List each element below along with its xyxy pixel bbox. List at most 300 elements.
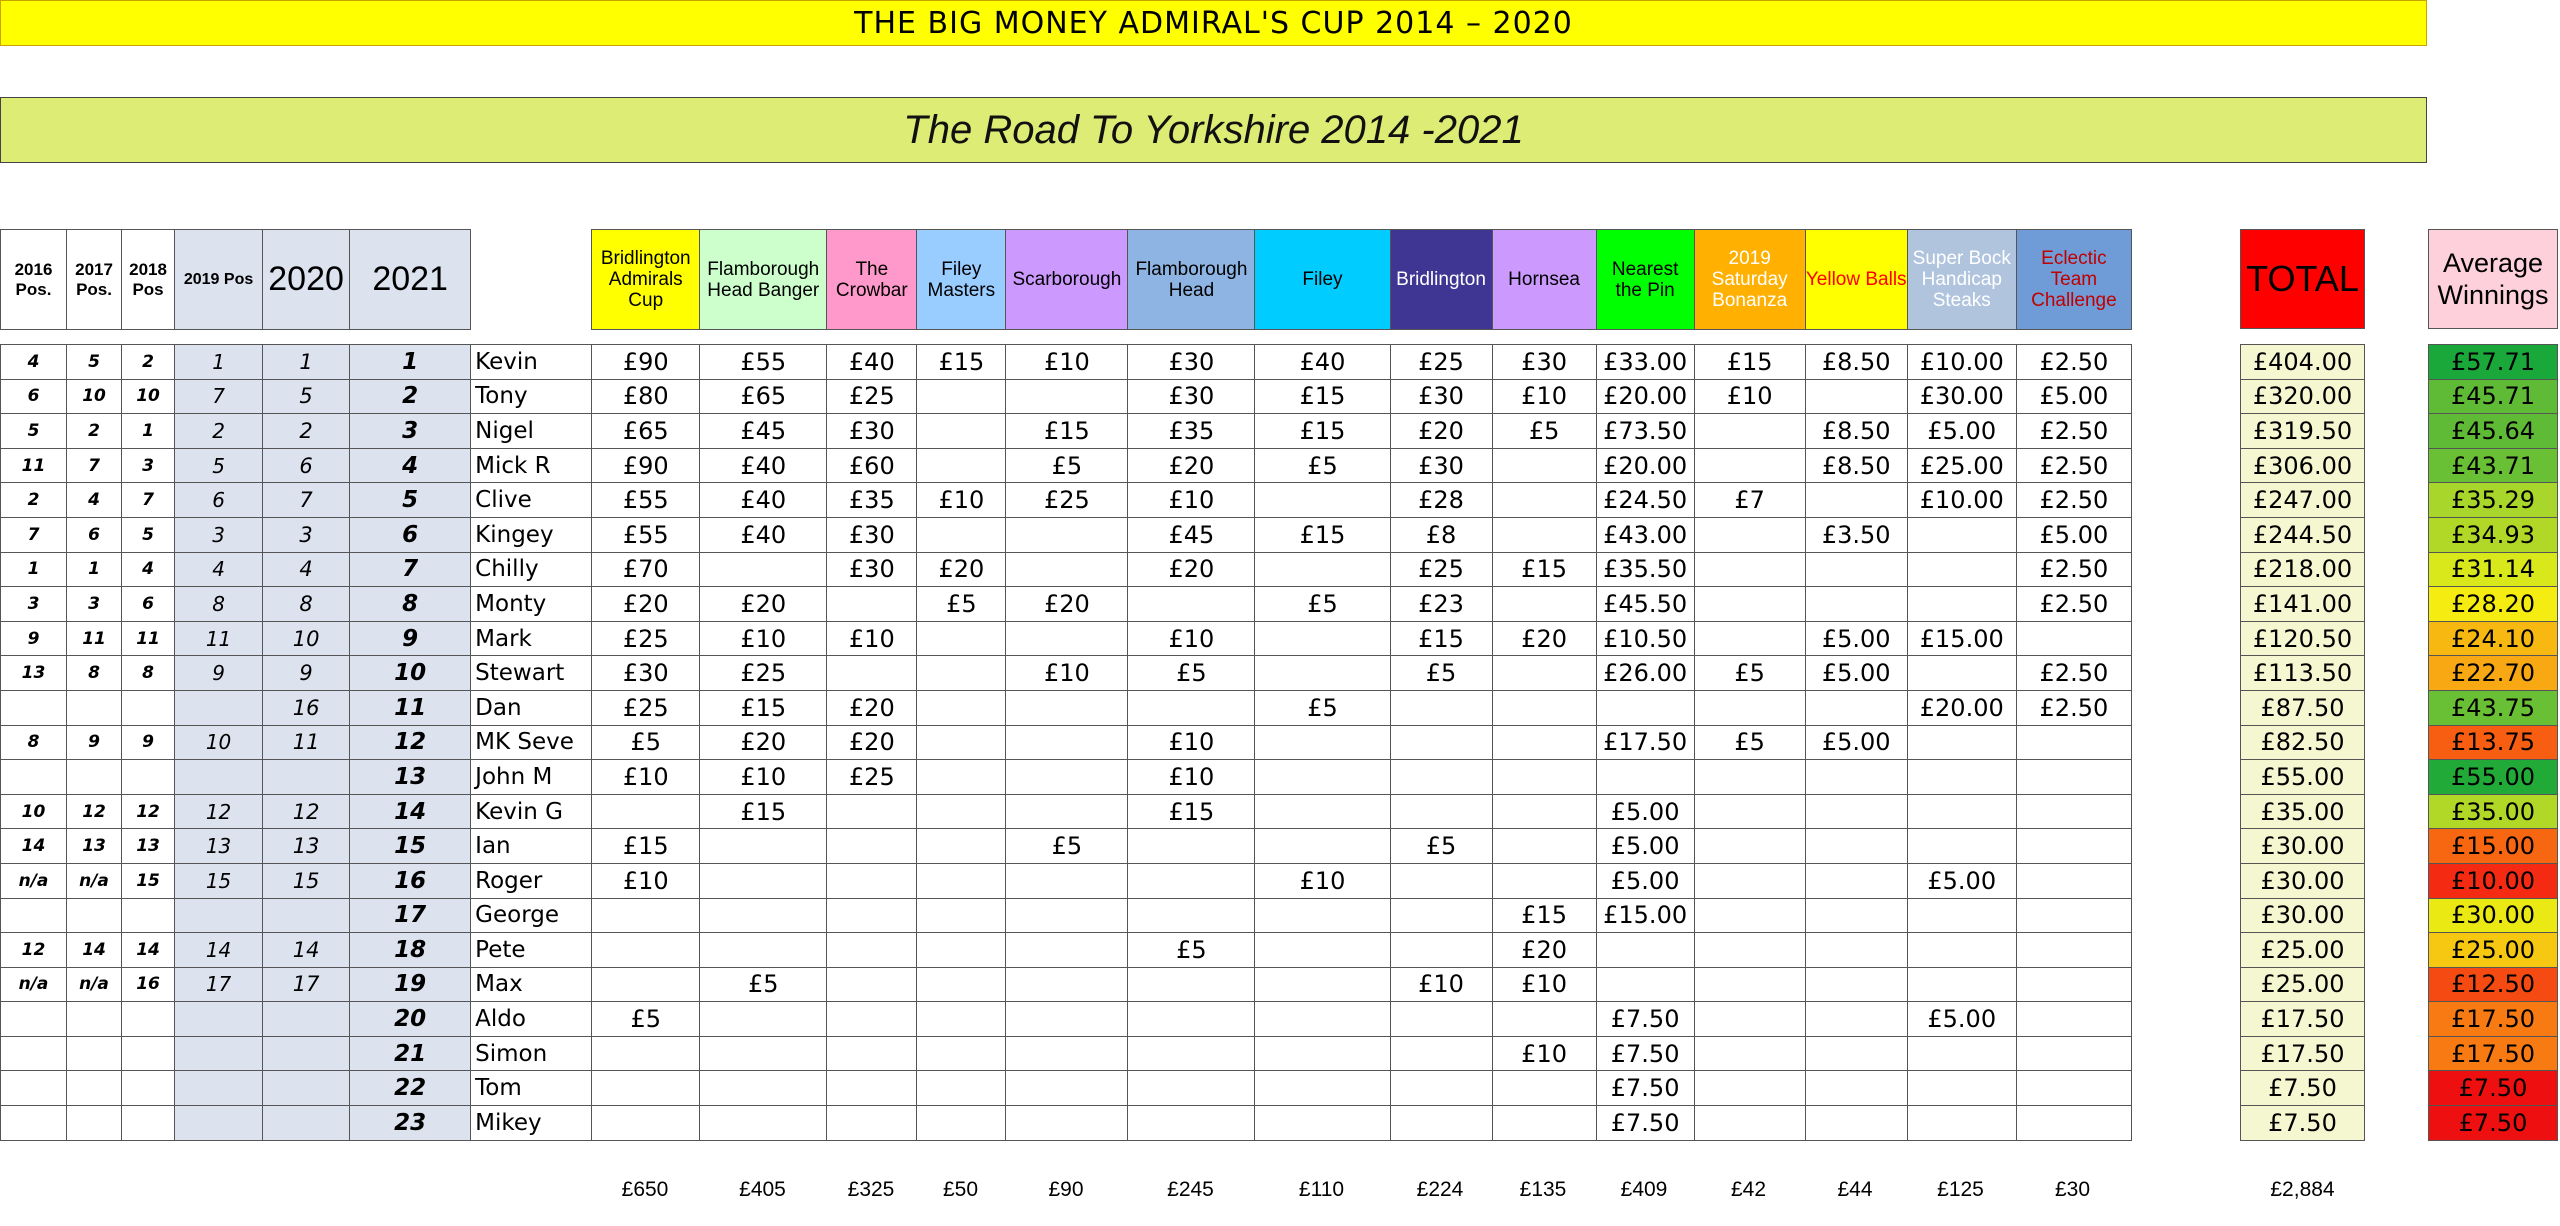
pos-2018-cell	[122, 690, 175, 725]
winnings-cell: £55	[592, 517, 700, 552]
winnings-cell: £2.50	[2016, 656, 2131, 691]
pos-2021-cell: 10	[350, 656, 471, 691]
pos-2017-cell	[67, 898, 122, 933]
player-name: Dan	[471, 690, 592, 725]
table-row	[1, 898, 2132, 933]
winnings-cell: £15	[1694, 345, 1805, 380]
pos-2018-cell: 14	[122, 933, 175, 968]
average-column	[2428, 344, 2558, 1141]
average-row	[2429, 483, 2558, 518]
winnings-cell	[1694, 448, 1805, 483]
winnings-cell	[1694, 1106, 1805, 1141]
winnings-cell	[1694, 933, 1805, 968]
pos-2020-cell: 1	[263, 345, 350, 380]
winnings-cell	[917, 690, 1006, 725]
winnings-cell	[1492, 1071, 1596, 1106]
average-row	[2429, 967, 2558, 1002]
pos-2018-cell: 16	[122, 967, 175, 1002]
winnings-cell	[1596, 760, 1694, 795]
header-2018-pos: 2018 Pos	[122, 230, 175, 330]
winnings-cell: £30	[1390, 379, 1492, 414]
pos-2017-cell	[67, 1106, 122, 1141]
average-row	[2429, 933, 2558, 968]
winnings-cell: £5.00	[2016, 379, 2131, 414]
player-name: Clive	[471, 483, 592, 518]
player-name: Mark	[471, 621, 592, 656]
winnings-cell	[917, 1002, 1006, 1037]
event-header: Bridlington	[1390, 230, 1492, 330]
winnings-cell	[1694, 1071, 1805, 1106]
total-row	[2241, 898, 2365, 933]
winnings-cell	[1006, 1036, 1128, 1071]
winnings-cell	[1907, 725, 2016, 760]
winnings-cell: £25	[1390, 345, 1492, 380]
winnings-cell	[1390, 690, 1492, 725]
winnings-cell: £8.50	[1805, 345, 1907, 380]
winnings-cell	[917, 621, 1006, 656]
average-cell: £57.71	[2429, 345, 2558, 380]
table-row	[1, 448, 2132, 483]
pos-2021-cell: 17	[350, 898, 471, 933]
winnings-cell: £20.00	[1596, 448, 1694, 483]
pos-2017-cell: n/a	[67, 967, 122, 1002]
winnings-cell: £2.50	[2016, 552, 2131, 587]
pos-2017-cell	[67, 1036, 122, 1071]
winnings-cell: £7.50	[1596, 1071, 1694, 1106]
winnings-cell: £23	[1390, 587, 1492, 622]
pos-2019-cell: 3	[175, 517, 263, 552]
total-row	[2241, 587, 2365, 622]
winnings-cell: £10	[1128, 621, 1255, 656]
winnings-cell	[1390, 1071, 1492, 1106]
table-row	[1, 483, 2132, 518]
winnings-cell: £20	[827, 690, 917, 725]
average-row	[2429, 829, 2558, 864]
pos-2021-cell: 14	[350, 794, 471, 829]
pos-2016-cell: 3	[1, 587, 67, 622]
pos-2020-cell: 15	[263, 863, 350, 898]
winnings-cell	[1006, 1106, 1128, 1141]
winnings-cell: £30	[827, 414, 917, 449]
table-row	[1, 863, 2132, 898]
average-row	[2429, 1106, 2558, 1141]
pos-2016-cell: 10	[1, 794, 67, 829]
pos-2020-cell	[263, 1002, 350, 1037]
total-row	[2241, 656, 2365, 691]
average-cell: £55.00	[2429, 760, 2558, 795]
winnings-cell	[700, 829, 827, 864]
pos-2021-cell: 23	[350, 1106, 471, 1141]
pos-2019-cell	[175, 1071, 263, 1106]
pos-2020-cell: 7	[263, 483, 350, 518]
winnings-cell	[917, 829, 1006, 864]
winnings-cell	[1805, 898, 1907, 933]
pos-2018-cell: 5	[122, 517, 175, 552]
winnings-cell: £10	[1255, 863, 1390, 898]
winnings-cell: £20	[1128, 552, 1255, 587]
winnings-cell: £65	[592, 414, 700, 449]
winnings-cell: £10.00	[1907, 345, 2016, 380]
winnings-cell: £40	[700, 448, 827, 483]
winnings-cell: £30.00	[1907, 379, 2016, 414]
winnings-cell	[1255, 656, 1390, 691]
winnings-cell: £30	[1492, 345, 1596, 380]
main-title: THE BIG MONEY ADMIRAL'S CUP 2014 – 2020	[0, 0, 2427, 46]
total-cell: £30.00	[2241, 898, 2365, 933]
player-name: Nigel	[471, 414, 592, 449]
subtitle: The Road To Yorkshire 2014 -2021	[0, 97, 2427, 163]
pos-2017-cell: n/a	[67, 863, 122, 898]
pos-2016-cell	[1, 690, 67, 725]
pos-2019-cell: 17	[175, 967, 263, 1002]
total-header: TOTAL	[2240, 229, 2365, 329]
pos-2016-cell: 4	[1, 345, 67, 380]
winnings-cell	[1694, 517, 1805, 552]
winnings-cell: £70	[592, 552, 700, 587]
winnings-cell	[1907, 1106, 2016, 1141]
average-row	[2429, 1071, 2558, 1106]
total-cell: £319.50	[2241, 414, 2365, 449]
winnings-cell: £3.50	[1805, 517, 1907, 552]
average-cell: £15.00	[2429, 829, 2558, 864]
player-name: Tom	[471, 1071, 592, 1106]
pos-2018-cell	[122, 1002, 175, 1037]
event-total: £650	[621, 1178, 669, 1201]
winnings-cell	[827, 1106, 917, 1141]
pos-2016-cell: 1	[1, 552, 67, 587]
winnings-cell: £45	[700, 414, 827, 449]
pos-2021-cell: 2	[350, 379, 471, 414]
winnings-cell	[1255, 725, 1390, 760]
event-total: £405	[739, 1178, 786, 1201]
total-row	[2241, 1002, 2365, 1037]
event-header: Filey Masters	[917, 230, 1006, 330]
winnings-cell	[1492, 829, 1596, 864]
average-row	[2429, 345, 2558, 380]
winnings-cell	[1694, 690, 1805, 725]
event-total: £30	[2054, 1178, 2091, 1201]
winnings-cell	[1805, 829, 1907, 864]
winnings-cell: £15.00	[1596, 898, 1694, 933]
winnings-cell	[1006, 690, 1128, 725]
winnings-cell	[1006, 379, 1128, 414]
standings-table	[0, 344, 2132, 1141]
pos-2016-cell: 8	[1, 725, 67, 760]
average-cell: £24.10	[2429, 621, 2558, 656]
pos-2018-cell: 4	[122, 552, 175, 587]
winnings-cell: £2.50	[2016, 448, 2131, 483]
total-cell: £120.50	[2241, 621, 2365, 656]
pos-2020-cell: 11	[263, 725, 350, 760]
total-cell: £306.00	[2241, 448, 2365, 483]
winnings-cell	[1694, 552, 1805, 587]
winnings-cell: £5	[1390, 829, 1492, 864]
winnings-cell	[827, 1036, 917, 1071]
winnings-cell: £10	[1006, 656, 1128, 691]
winnings-cell	[917, 656, 1006, 691]
average-cell: £43.75	[2429, 690, 2558, 725]
winnings-cell: £35	[1128, 414, 1255, 449]
pos-2020-cell: 4	[263, 552, 350, 587]
pos-2020-cell: 10	[263, 621, 350, 656]
winnings-cell	[1128, 967, 1255, 1002]
winnings-cell	[2016, 1002, 2131, 1037]
winnings-cell	[1492, 1106, 1596, 1141]
winnings-cell	[827, 933, 917, 968]
event-header: Eclectic Team Challenge	[2016, 230, 2131, 330]
event-total: £409	[1620, 1178, 1668, 1201]
winnings-cell: £20.00	[1907, 690, 2016, 725]
average-row	[2429, 414, 2558, 449]
winnings-cell	[1805, 1002, 1907, 1037]
winnings-cell	[1805, 552, 1907, 587]
winnings-cell: £5	[1694, 656, 1805, 691]
event-header: Yellow Balls	[1805, 230, 1907, 330]
winnings-cell: £10	[1694, 379, 1805, 414]
winnings-cell	[1390, 725, 1492, 760]
pos-2016-cell	[1, 1106, 67, 1141]
total-row	[2241, 1036, 2365, 1071]
winnings-cell	[1596, 933, 1694, 968]
total-row	[2241, 379, 2365, 414]
winnings-cell: £10	[1492, 1036, 1596, 1071]
winnings-cell: £2.50	[2016, 483, 2131, 518]
winnings-cell	[1492, 760, 1596, 795]
header-2019-pos: 2019 Pos	[175, 230, 263, 330]
pos-2020-cell: 17	[263, 967, 350, 1002]
average-row	[2429, 690, 2558, 725]
event-total: £44	[1837, 1178, 1873, 1201]
average-header: Average Winnings	[2428, 229, 2558, 329]
winnings-cell	[1805, 967, 1907, 1002]
pos-2018-cell: 8	[122, 656, 175, 691]
winnings-cell	[592, 794, 700, 829]
winnings-cell	[1492, 1002, 1596, 1037]
winnings-cell	[1907, 656, 2016, 691]
pos-2018-cell: 11	[122, 621, 175, 656]
winnings-cell: £10.00	[1907, 483, 2016, 518]
winnings-cell: £30	[827, 517, 917, 552]
total-row	[2241, 1106, 2365, 1141]
header-2016-pos: 2016 Pos.	[1, 230, 67, 330]
winnings-cell: £5.00	[1805, 725, 1907, 760]
pos-2019-cell: 11	[175, 621, 263, 656]
total-row	[2241, 414, 2365, 449]
pos-2020-cell	[263, 898, 350, 933]
player-name: Mick R	[471, 448, 592, 483]
winnings-cell: £5.00	[2016, 517, 2131, 552]
pos-2019-cell: 9	[175, 656, 263, 691]
winnings-cell	[1006, 898, 1128, 933]
pos-2020-cell: 6	[263, 448, 350, 483]
winnings-cell	[1255, 760, 1390, 795]
header-name-blank	[471, 230, 592, 330]
pos-2016-cell: 12	[1, 933, 67, 968]
winnings-cell	[1805, 760, 1907, 795]
winnings-cell	[1694, 760, 1805, 795]
winnings-cell: £15	[700, 794, 827, 829]
winnings-cell	[827, 794, 917, 829]
pos-2018-cell	[122, 1071, 175, 1106]
winnings-cell	[1255, 621, 1390, 656]
pos-2017-cell: 12	[67, 794, 122, 829]
winnings-cell: £5.00	[1805, 621, 1907, 656]
pos-2016-cell	[1, 898, 67, 933]
winnings-cell: £5.00	[1907, 1002, 2016, 1037]
winnings-cell	[1492, 483, 1596, 518]
table-row	[1, 933, 2132, 968]
winnings-cell	[1255, 898, 1390, 933]
winnings-cell	[917, 794, 1006, 829]
table-row	[1, 760, 2132, 795]
pos-2021-cell: 18	[350, 933, 471, 968]
winnings-cell: £10	[1492, 967, 1596, 1002]
winnings-cell	[2016, 794, 2131, 829]
total-cell: £141.00	[2241, 587, 2365, 622]
winnings-cell	[1128, 1071, 1255, 1106]
average-cell: £7.50	[2429, 1106, 2558, 1141]
total-cell: £320.00	[2241, 379, 2365, 414]
pos-2016-cell: 11	[1, 448, 67, 483]
winnings-cell: £10	[1390, 967, 1492, 1002]
pos-2019-cell: 8	[175, 587, 263, 622]
total-row	[2241, 967, 2365, 1002]
winnings-cell	[827, 1071, 917, 1106]
winnings-cell	[917, 414, 1006, 449]
winnings-cell	[1596, 967, 1694, 1002]
winnings-cell: £5	[1128, 656, 1255, 691]
pos-2016-cell: 9	[1, 621, 67, 656]
total-row	[2241, 448, 2365, 483]
winnings-cell	[1128, 863, 1255, 898]
winnings-cell	[1492, 656, 1596, 691]
pos-2018-cell: 2	[122, 345, 175, 380]
average-cell: £34.93	[2429, 517, 2558, 552]
winnings-cell: £55	[592, 483, 700, 518]
average-row	[2429, 794, 2558, 829]
average-cell: £45.64	[2429, 414, 2558, 449]
pos-2016-cell: 7	[1, 517, 67, 552]
winnings-cell: £90	[592, 448, 700, 483]
winnings-cell: £8.50	[1805, 414, 1907, 449]
winnings-cell: £55	[700, 345, 827, 380]
average-row	[2429, 656, 2558, 691]
event-header: Bridlington Admirals Cup	[592, 230, 700, 330]
winnings-cell	[1006, 552, 1128, 587]
table-row	[1, 725, 2132, 760]
winnings-cell	[1805, 933, 1907, 968]
total-cell: £244.50	[2241, 517, 2365, 552]
winnings-cell	[592, 1036, 700, 1071]
winnings-cell: £30	[1128, 345, 1255, 380]
winnings-cell	[2016, 933, 2131, 968]
winnings-cell: £20	[917, 552, 1006, 587]
winnings-cell: £10	[1492, 379, 1596, 414]
winnings-cell	[700, 863, 827, 898]
winnings-cell	[1128, 1106, 1255, 1141]
winnings-cell: £7.50	[1596, 1002, 1694, 1037]
player-name: Chilly	[471, 552, 592, 587]
winnings-cell: £5	[1255, 690, 1390, 725]
winnings-cell: £28	[1390, 483, 1492, 518]
total-cell: £218.00	[2241, 552, 2365, 587]
winnings-cell: £40	[1255, 345, 1390, 380]
pos-2020-cell: 14	[263, 933, 350, 968]
header-2021: 2021	[350, 230, 471, 330]
winnings-cell	[917, 898, 1006, 933]
winnings-cell	[1128, 690, 1255, 725]
winnings-cell	[1694, 794, 1805, 829]
winnings-cell	[1694, 414, 1805, 449]
pos-2016-cell: 6	[1, 379, 67, 414]
pos-2017-cell: 5	[67, 345, 122, 380]
average-row	[2429, 587, 2558, 622]
event-header: Scarborough	[1006, 230, 1128, 330]
winnings-cell	[1390, 1002, 1492, 1037]
player-name: Ian	[471, 829, 592, 864]
table-row	[1, 587, 2132, 622]
total-row	[2241, 829, 2365, 864]
pos-2018-cell	[122, 1106, 175, 1141]
event-header: Super Bock Handicap Steaks	[1907, 230, 2016, 330]
winnings-cell: £35	[827, 483, 917, 518]
winnings-cell: £20.00	[1596, 379, 1694, 414]
average-cell: £17.50	[2429, 1002, 2558, 1037]
pos-2018-cell: 3	[122, 448, 175, 483]
pos-2016-cell: 14	[1, 829, 67, 864]
winnings-cell	[1907, 1036, 2016, 1071]
table-row	[1, 552, 2132, 587]
pos-2018-cell: 7	[122, 483, 175, 518]
pos-2019-cell: 4	[175, 552, 263, 587]
table-row	[1, 1071, 2132, 1106]
winnings-cell	[1805, 1071, 1907, 1106]
winnings-cell	[1128, 898, 1255, 933]
event-header: Hornsea	[1492, 230, 1596, 330]
winnings-cell	[1492, 863, 1596, 898]
pos-2019-cell: 12	[175, 794, 263, 829]
winnings-cell	[827, 829, 917, 864]
player-name: MK Seve	[471, 725, 592, 760]
winnings-cell: £35.50	[1596, 552, 1694, 587]
winnings-cell	[2016, 725, 2131, 760]
winnings-cell: £5	[1390, 656, 1492, 691]
total-cell: £17.50	[2241, 1002, 2365, 1037]
pos-2016-cell: n/a	[1, 863, 67, 898]
table-row	[1, 414, 2132, 449]
winnings-cell: £8	[1390, 517, 1492, 552]
player-name: Max	[471, 967, 592, 1002]
winnings-cell: £10	[1128, 725, 1255, 760]
total-row	[2241, 621, 2365, 656]
winnings-cell	[1255, 967, 1390, 1002]
winnings-cell	[1006, 1071, 1128, 1106]
winnings-cell	[1907, 587, 2016, 622]
winnings-cell	[700, 1036, 827, 1071]
event-total: £245	[1167, 1178, 1214, 1201]
total-cell: £7.50	[2241, 1106, 2365, 1141]
event-total: £110	[1298, 1178, 1345, 1201]
pos-2017-cell	[67, 690, 122, 725]
pos-2021-cell: 8	[350, 587, 471, 622]
winnings-cell	[1907, 552, 2016, 587]
pos-2019-cell: 10	[175, 725, 263, 760]
event-header: Flamborough Head	[1128, 230, 1255, 330]
pos-2020-cell	[263, 1071, 350, 1106]
winnings-cell	[1694, 863, 1805, 898]
winnings-cell	[1694, 1002, 1805, 1037]
pos-2021-cell: 13	[350, 760, 471, 795]
